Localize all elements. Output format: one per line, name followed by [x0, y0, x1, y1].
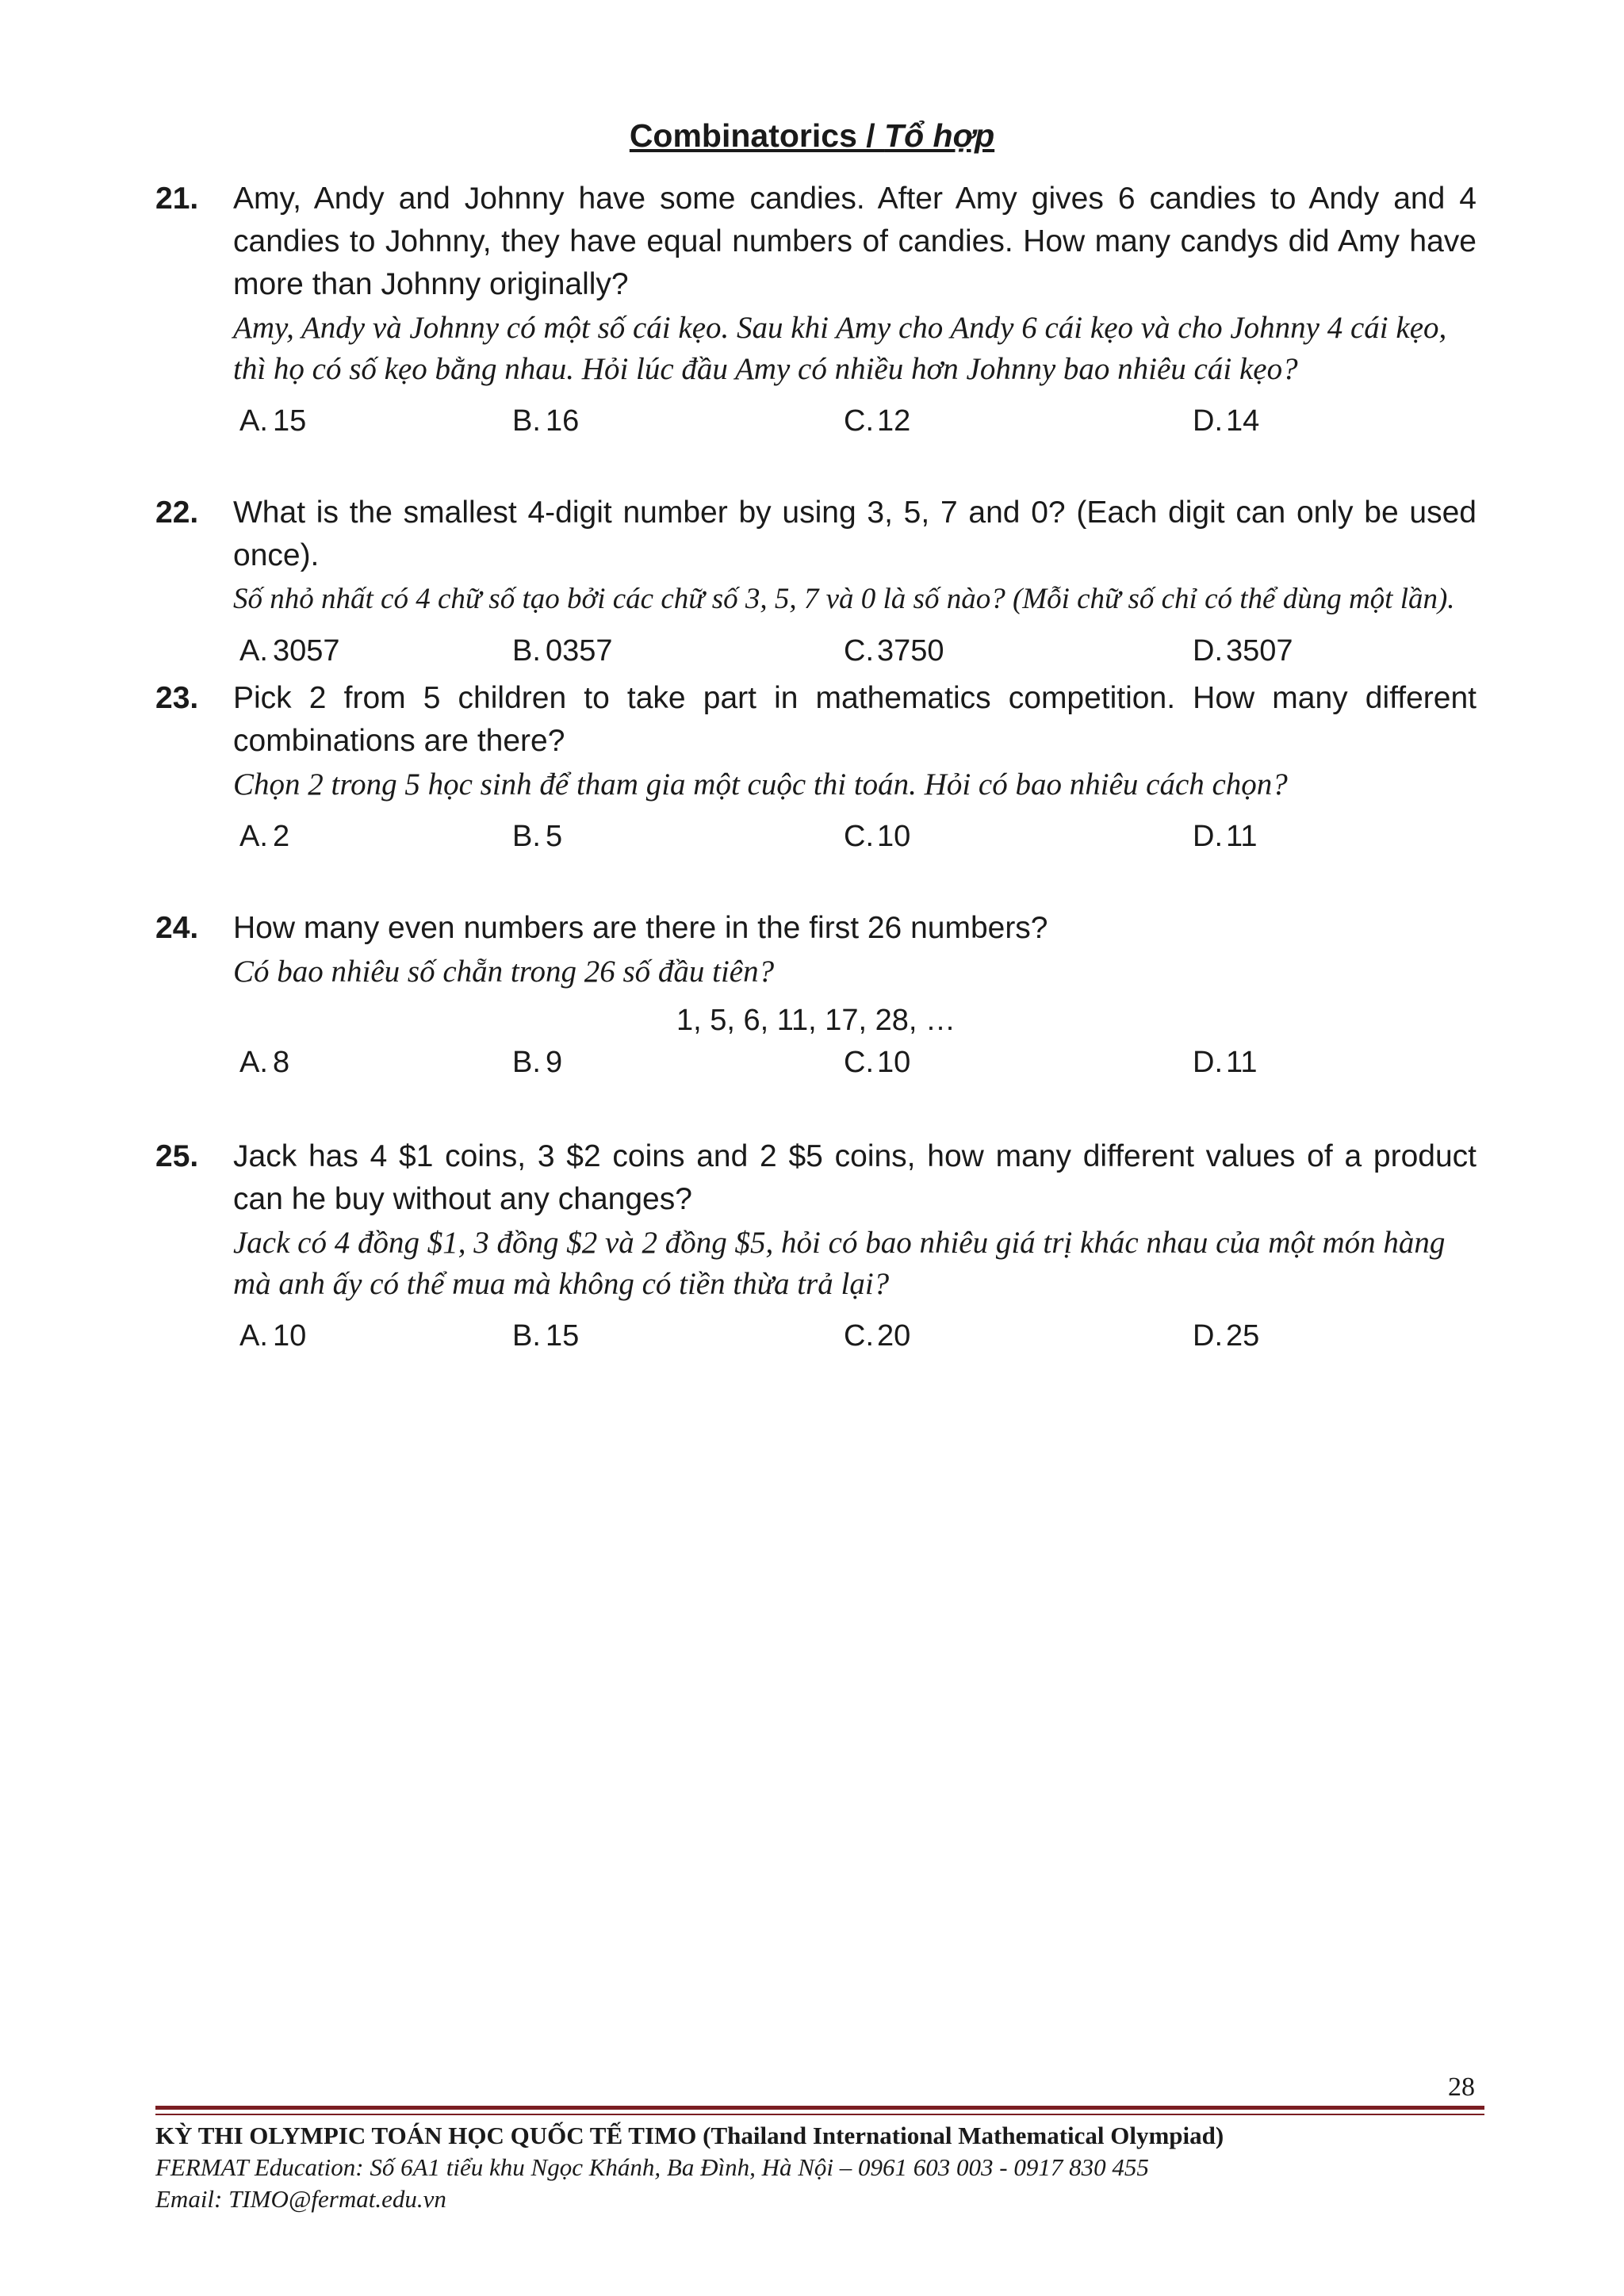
question-25	[155, 1135, 1477, 1364]
question-text-vi: Amy, Andy và Johnny có một số cái kẹo. Sau khi Amy cho Andy 6 cái kẹo và cho Johnny 4 cái kẹo, thì họ có số kẹo bằng nhau. Hỏi lúc đầu Amy có nhiều hơn Johnny bao nhiêu cái kẹo?	[233, 311, 1447, 386]
footer-rule-thick	[155, 2106, 1484, 2110]
option-c: C. 12	[844, 404, 911, 438]
page-number: 28	[1448, 2072, 1475, 2102]
option-b: B. 16	[512, 404, 580, 438]
question-text-vi: Chọn 2 trong 5 học sinh để tham gia một cuộc thi toán. Hỏi có bao nhiêu cách chọn?	[233, 767, 1288, 802]
option-a: A. 10	[239, 1319, 307, 1353]
question-text-vi: Có bao nhiêu số chẵn trong 26 số đầu tiên?	[233, 955, 775, 989]
option-c: C. 20	[844, 1319, 911, 1353]
question-number: 23.	[155, 681, 199, 715]
question-text-en: How many even numbers are there in the first 26 numbers?	[233, 911, 1048, 945]
question-21	[155, 178, 1477, 449]
section-title-en: Combinatorics /	[629, 117, 885, 154]
option-b: B. 0357	[512, 634, 613, 668]
question-number: 21.	[155, 182, 199, 216]
section-title-vi: Tổ hợp	[884, 117, 995, 154]
option-c: C. 10	[844, 820, 911, 853]
question-24	[155, 907, 1477, 1090]
answer-options	[233, 1319, 1477, 1364]
answer-options	[233, 820, 1477, 864]
answer-options	[233, 404, 1477, 449]
number-sequence: 1, 5, 6, 11, 17, 28, …	[676, 1004, 956, 1037]
question-text-en: Pick 2 from 5 children to take part in mathematics competition. How many different combinations are there?	[233, 681, 1477, 758]
answer-options	[233, 634, 1477, 679]
question-text-en: Jack has 4 $1 coins, 3 $2 coins and 2 $5 coins, how many different values of a product can he buy without any changes?	[233, 1139, 1477, 1216]
question-22	[155, 492, 1477, 679]
option-d: D. 11	[1193, 1046, 1258, 1079]
footer-exam-title: KỲ THI OLYMPIC TOÁN HỌC QUỐC TẾ TIMO (Thailand International Mathematical Olympiad)	[155, 2122, 1224, 2149]
footer-address: FERMAT Education: Số 6A1 tiểu khu Ngọc Khánh, Ba Đình, Hà Nội – 0961 603 003 - 0917 830 455	[155, 2153, 1149, 2181]
question-number: 24.	[155, 911, 199, 945]
answer-options	[233, 1046, 1477, 1090]
question-text-vi: Jack có 4 đồng $1, 3 đồng $2 và 2 đồng $5, hỏi có bao nhiêu giá trị khác nhau của một món hàng mà anh ấy có thể mua mà không có tiền thừa trả lại?	[233, 1226, 1446, 1301]
option-d: D. 25	[1193, 1319, 1260, 1353]
option-b: B. 9	[512, 1046, 563, 1079]
footer-email: Email: TIMO@fermat.edu.vn	[155, 2185, 446, 2213]
question-text-en: What is the smallest 4-digit number by using 3, 5, 7 and 0? (Each digit can only be used once).	[233, 496, 1477, 572]
option-b: B. 15	[512, 1319, 580, 1353]
option-a: A. 8	[239, 1046, 290, 1079]
option-d: D. 11	[1193, 820, 1258, 853]
section-title	[0, 117, 1624, 155]
option-a: A. 2	[239, 820, 290, 853]
option-b: B. 5	[512, 820, 563, 853]
question-text-vi: Số nhỏ nhất có 4 chữ số tạo bởi các chữ số 3, 5, 7 và 0 là số nào? (Mỗi chữ số chỉ có thể dùng một lần).	[233, 583, 1455, 615]
option-a: A. 3057	[239, 634, 340, 668]
option-a: A. 15	[239, 404, 307, 438]
question-number: 22.	[155, 496, 199, 530]
option-c: C. 3750	[844, 634, 944, 668]
question-text-en: Amy, Andy and Johnny have some candies. After Amy gives 6 candies to Andy and 4 candies to Johnny, they have equal numbers of candies. How many candys did Amy have more than Johnny originally?	[233, 182, 1477, 301]
option-c: C. 10	[844, 1046, 911, 1079]
footer-rule-thin	[155, 2114, 1484, 2115]
question-number: 25.	[155, 1139, 199, 1173]
option-d: D. 3507	[1193, 634, 1293, 668]
option-d: D. 14	[1193, 404, 1260, 438]
question-23	[155, 677, 1477, 864]
